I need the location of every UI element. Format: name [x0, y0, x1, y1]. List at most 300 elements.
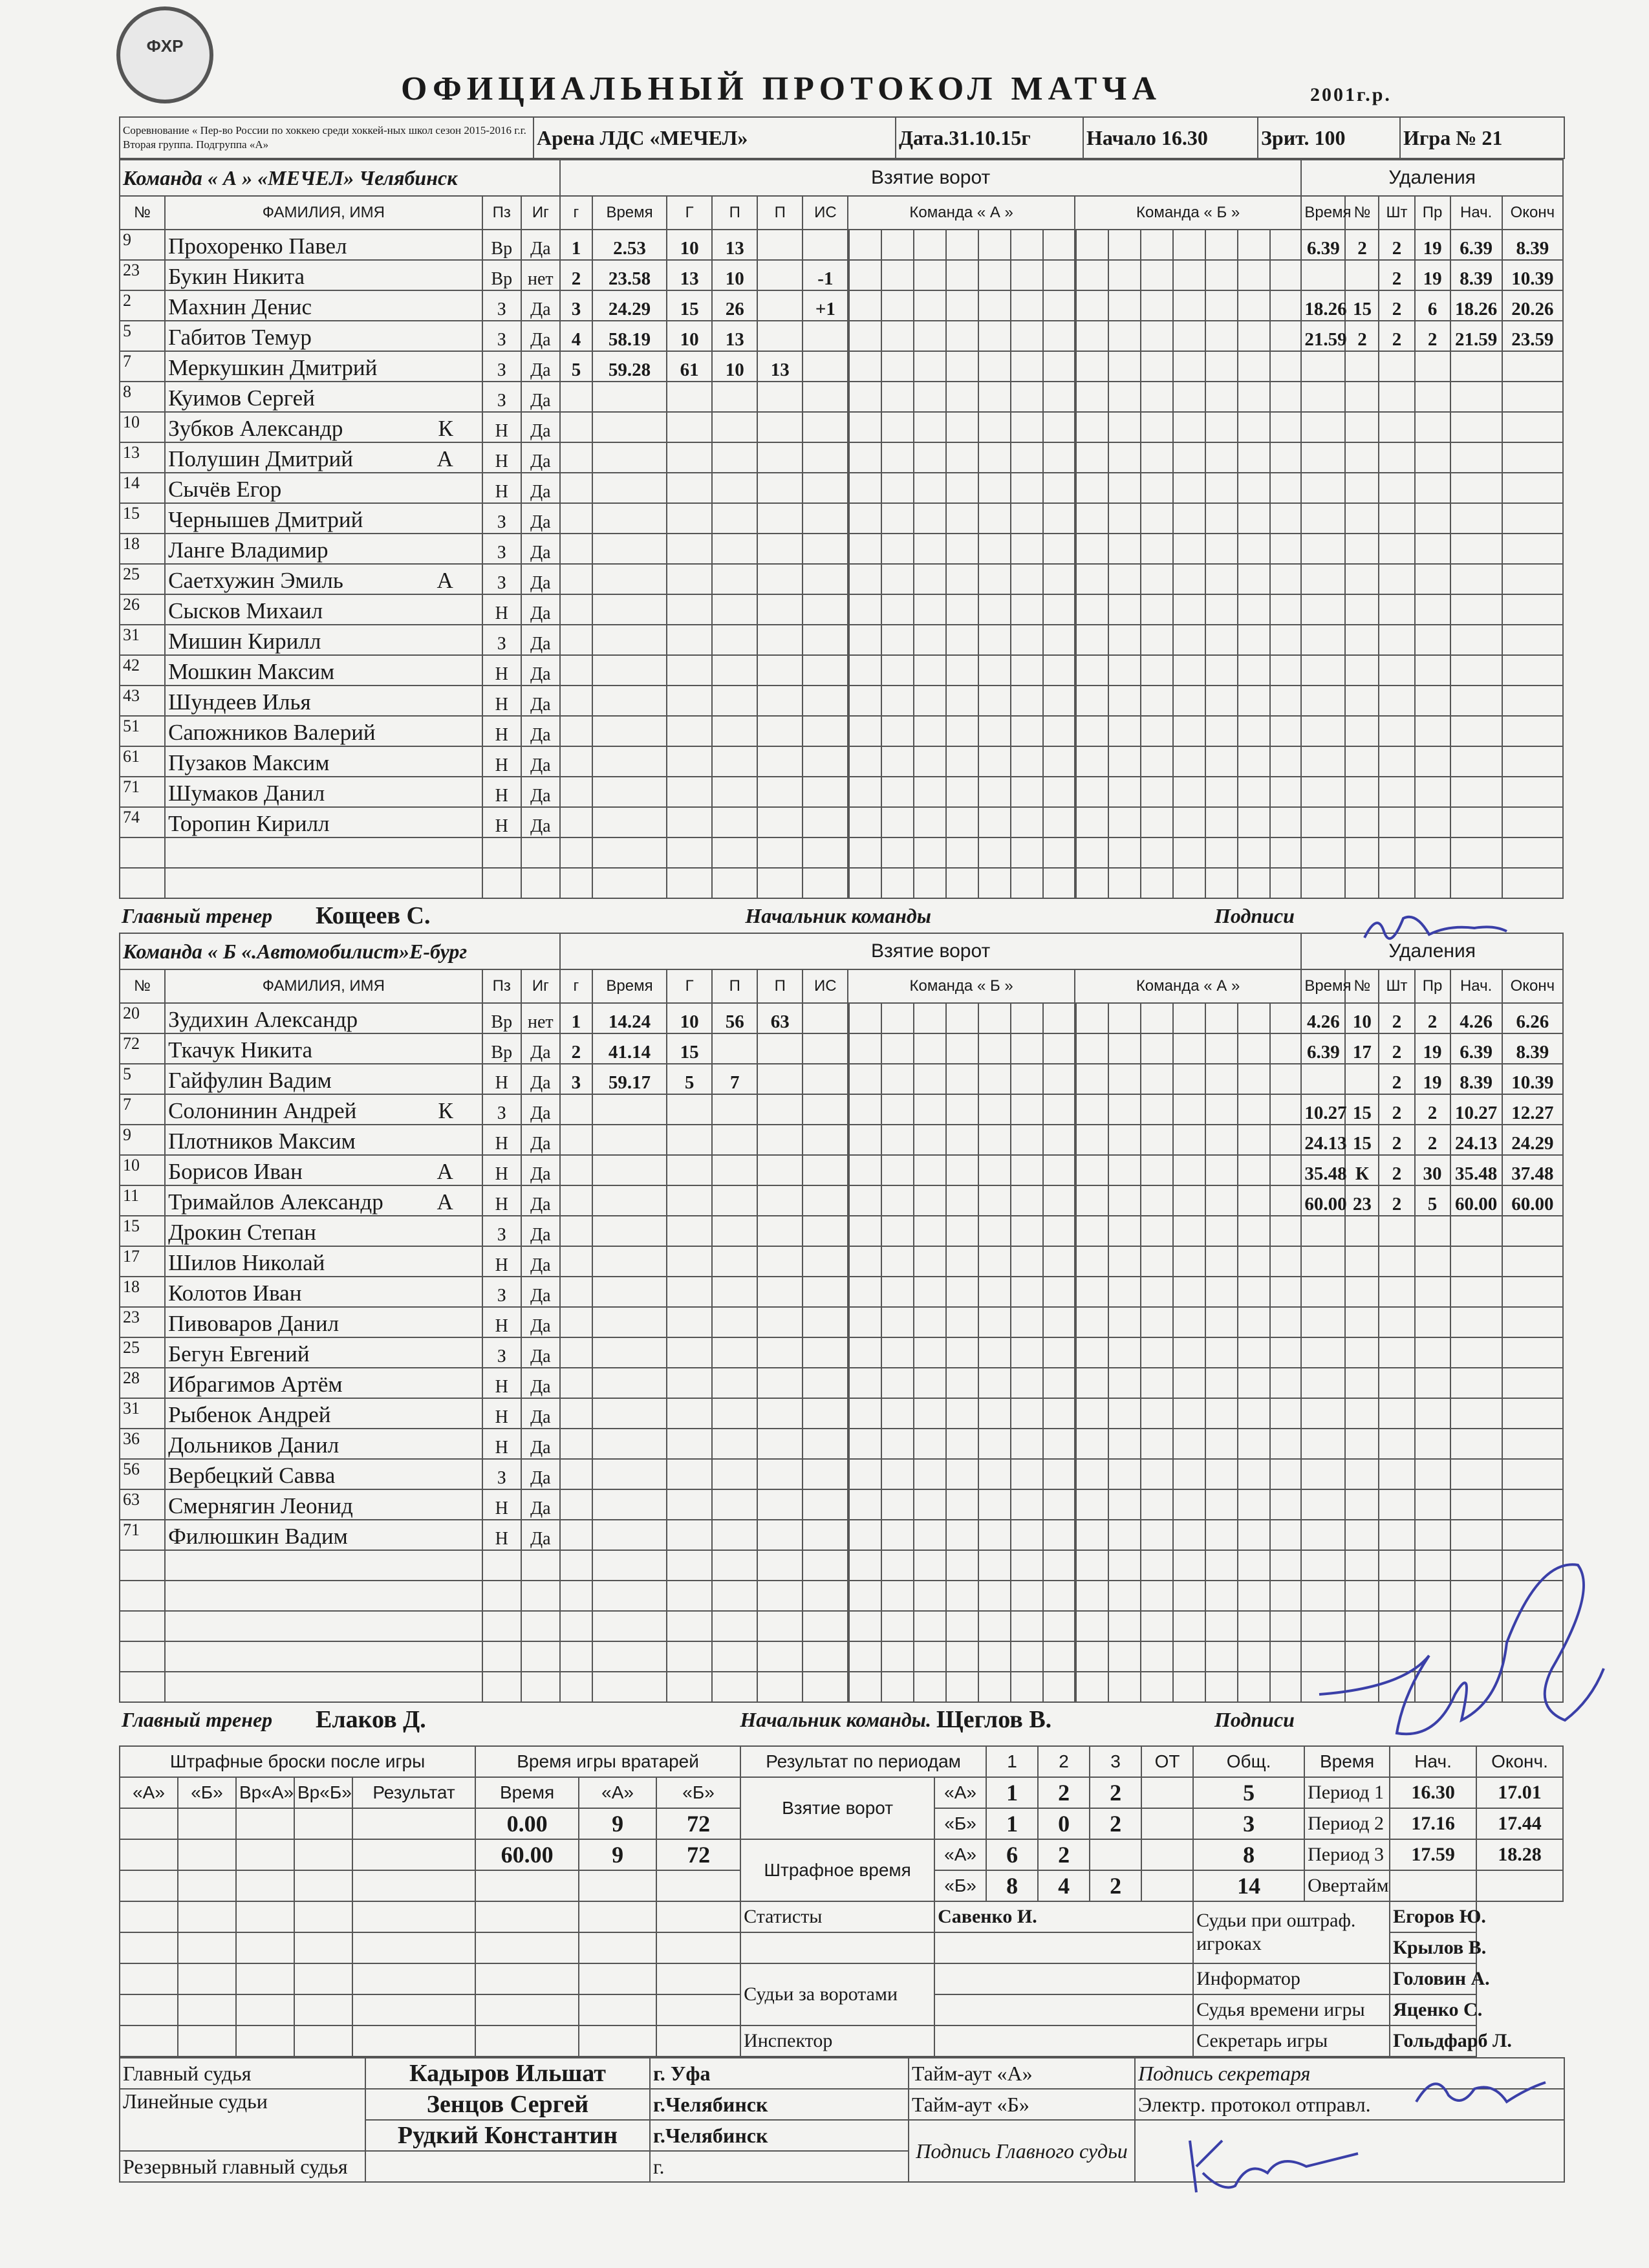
goal-G [667, 1489, 712, 1520]
goals-grid-opp [1075, 1337, 1301, 1368]
goals-grid-own [848, 1550, 1074, 1581]
penalty-no [1345, 534, 1379, 564]
goal-time [592, 564, 667, 594]
goal-g [560, 564, 592, 594]
penalty-sht: 2 [1379, 1094, 1414, 1125]
player-name-text: Шилов Николай [168, 1250, 325, 1275]
player-position: З [482, 1094, 521, 1125]
goals-grid-own [848, 1185, 1074, 1216]
player-row [120, 473, 1563, 503]
goal-P1 [712, 1094, 757, 1125]
pen-b-p1: 8 [986, 1870, 1038, 1901]
goal-P1: 13 [712, 230, 757, 260]
goal-P1: 10 [712, 351, 757, 382]
goal-P2 [757, 290, 803, 321]
penalty-start [1450, 655, 1502, 686]
coach-name: Кощеев С. [316, 902, 431, 929]
fhr-logo [116, 6, 213, 103]
penalty-no [1345, 686, 1379, 716]
player-played: Да [521, 1489, 560, 1520]
goal-P2 [757, 1246, 803, 1277]
goal-G [667, 837, 712, 868]
penalty-start [1450, 594, 1502, 625]
shootout-col-a: «А» [120, 1777, 178, 1808]
player-row [120, 807, 1563, 837]
penalty-sht [1379, 807, 1414, 837]
goals-grid-opp [1075, 1185, 1301, 1216]
player-name-text: Мошкин Максим [168, 659, 335, 684]
goal-g [560, 868, 592, 898]
goal-P2 [757, 1185, 803, 1216]
penalty-end [1502, 594, 1563, 625]
player-position: З [482, 1337, 521, 1368]
period-col-3: 3 [1090, 1746, 1141, 1777]
goal-IS [803, 1307, 848, 1337]
goalie-col-time: Время [475, 1777, 579, 1808]
penalty-sht: 2 [1379, 230, 1414, 260]
player-row [120, 290, 1563, 321]
goal-P2: 13 [757, 351, 803, 382]
player-played: Да [521, 807, 560, 837]
goal-P2 [757, 686, 803, 716]
goals-grid-opp [1075, 503, 1301, 534]
captain-mark: К [438, 1098, 453, 1123]
goal-G [667, 503, 712, 534]
goal-g: 3 [560, 1064, 592, 1094]
penalty-end [1502, 1246, 1563, 1277]
penalty-no [1345, 1064, 1379, 1094]
goals-grid-opp [1075, 230, 1301, 260]
spectators: Зрит. 100 [1258, 117, 1400, 158]
goal-IS [803, 1429, 848, 1459]
goal-P1 [712, 1337, 757, 1368]
player-played: нет [521, 260, 560, 290]
col-G: Г [667, 196, 712, 230]
goals-a-p1: 1 [986, 1777, 1038, 1808]
goal-P1 [712, 1307, 757, 1337]
penalty-start [1450, 1459, 1502, 1489]
penalty-start [1450, 564, 1502, 594]
player-position: Н [482, 1185, 521, 1216]
goal-P1 [712, 807, 757, 837]
goal-G: 13 [667, 260, 712, 290]
penalty-pr: 2 [1415, 1003, 1450, 1033]
goals-grid-opp [1075, 807, 1301, 837]
penalty-time: 10.27 [1301, 1094, 1345, 1125]
pen-a-ot [1141, 1839, 1193, 1870]
goal-P2 [757, 1337, 803, 1368]
pen-a-total: 8 [1193, 1839, 1304, 1870]
player-row [120, 1277, 1563, 1307]
penalty-no [1345, 382, 1379, 412]
penalty-no [1345, 1489, 1379, 1520]
player-name [165, 1429, 482, 1459]
penalty-pr: 30 [1415, 1155, 1450, 1185]
player-played: Да [521, 1520, 560, 1550]
goal-time: 59.28 [592, 351, 667, 382]
goal-time [592, 1550, 667, 1581]
goal-P2 [757, 1459, 803, 1489]
col-g: г [560, 196, 592, 230]
player-name-text: Пузаков Максим [168, 750, 330, 775]
penalties-header: Удаления [1301, 160, 1563, 196]
player-number: 25 [120, 564, 165, 594]
penalty-sht [1379, 1337, 1414, 1368]
goal-g [560, 1216, 592, 1246]
linesmen-label: Линейные судьи [120, 2089, 365, 2151]
col-goals-own: Команда « Б » [848, 969, 1074, 1003]
penalty-pr [1415, 594, 1450, 625]
penalty-start [1450, 1429, 1502, 1459]
player-number [120, 868, 165, 898]
penalty-sht [1379, 777, 1414, 807]
timekeeper-label: Судья времени игры [1193, 1994, 1390, 2025]
player-position: Н [482, 442, 521, 473]
penalty-end [1502, 503, 1563, 534]
goal-IS [803, 564, 848, 594]
col-goals-opp: Команда « Б » [1075, 196, 1301, 230]
goal-G [667, 1125, 712, 1155]
player-number: 7 [120, 351, 165, 382]
goal-judges-label: Судьи за воротами [740, 1963, 934, 2025]
goal-g [560, 1429, 592, 1459]
goal-time [592, 777, 667, 807]
goals-grid-opp [1075, 1641, 1301, 1672]
penalty-no [1345, 503, 1379, 534]
penalty-start [1450, 716, 1502, 746]
goals-grid-opp [1075, 351, 1301, 382]
goal-time [592, 534, 667, 564]
goalie-title: Время игры вратарей [475, 1746, 740, 1777]
time-col-end: Оконч. [1476, 1746, 1563, 1777]
penalty-time [1301, 868, 1345, 898]
goals-grid-opp [1075, 1033, 1301, 1064]
col-pen_time: Время [1301, 196, 1345, 230]
penalty-end [1502, 1489, 1563, 1520]
goal-P2 [757, 473, 803, 503]
goal-time [592, 746, 667, 777]
penalty-start [1450, 442, 1502, 473]
penalty-pr [1415, 1277, 1450, 1307]
col-pen_time: Время [1301, 969, 1345, 1003]
pen-b-ot [1141, 1870, 1193, 1901]
goals-grid-opp [1075, 1064, 1301, 1094]
goal-P1 [712, 1429, 757, 1459]
penalty-time [1301, 625, 1345, 655]
goals-grid-opp [1075, 1398, 1301, 1429]
goals-grid-own [848, 1611, 1074, 1641]
goal-time [592, 412, 667, 442]
penalty-no [1345, 625, 1379, 655]
player-position: З [482, 1459, 521, 1489]
player-name [165, 625, 482, 655]
penalty-time [1301, 260, 1345, 290]
goal-IS [803, 837, 848, 868]
pen-b-p3: 2 [1090, 1870, 1141, 1901]
player-number: 72 [120, 1033, 165, 1064]
penalty-end [1502, 1277, 1563, 1307]
goal-G [667, 716, 712, 746]
goal-IS [803, 1489, 848, 1520]
penalty-sht: 2 [1379, 1125, 1414, 1155]
goal-G: 5 [667, 1064, 712, 1094]
player-position [482, 868, 521, 898]
penalty-end: 24.29 [1502, 1125, 1563, 1155]
penalty-time: 18.26 [1301, 290, 1345, 321]
player-name [165, 716, 482, 746]
player-number: 20 [120, 1003, 165, 1033]
goal-P2 [757, 716, 803, 746]
penalty-no: 2 [1345, 321, 1379, 351]
player-played [521, 868, 560, 898]
player-played: Да [521, 594, 560, 625]
player-number [120, 1641, 165, 1672]
player-number: 43 [120, 686, 165, 716]
penalty-sht [1379, 1277, 1414, 1307]
secretary: Гольдфарб Л. [1390, 2025, 1476, 2057]
player-row [120, 1033, 1563, 1064]
pen-a-p2: 2 [1038, 1839, 1090, 1870]
penalty-sht: 2 [1379, 1033, 1414, 1064]
penalty-sht [1379, 442, 1414, 473]
penalty-start [1450, 1307, 1502, 1337]
goals-grid-opp [1075, 1368, 1301, 1398]
period-1-start: 16.30 [1390, 1777, 1476, 1808]
coach-label: Главный тренер [122, 903, 273, 927]
goals-grid-own [848, 321, 1074, 351]
player-number: 15 [120, 503, 165, 534]
penalty-time [1301, 1337, 1345, 1368]
goal-G [667, 1216, 712, 1246]
penalty-pr [1415, 746, 1450, 777]
goal-time [592, 655, 667, 686]
player-number: 36 [120, 1429, 165, 1459]
player-name-text: Плотников Максим [168, 1129, 356, 1154]
penalty-time: 60.00 [1301, 1185, 1345, 1216]
linesman-2-city: г.Челябинск [650, 2120, 909, 2151]
penalty-pr: 19 [1415, 1064, 1450, 1094]
goal-g [560, 807, 592, 837]
goal-g [560, 1520, 592, 1550]
goal-G [667, 1185, 712, 1216]
goal-time [592, 1246, 667, 1277]
player-row [120, 1307, 1563, 1337]
penalty-no [1345, 868, 1379, 898]
goal-G [667, 1581, 712, 1611]
goal-P2 [757, 503, 803, 534]
penalty-no: К [1345, 1155, 1379, 1185]
col-time: Время [592, 969, 667, 1003]
player-row [120, 777, 1563, 807]
player-position: З [482, 534, 521, 564]
goal-P2 [757, 1307, 803, 1337]
goals-grid-own [848, 260, 1074, 290]
player-name [165, 1033, 482, 1064]
penalty-end [1502, 473, 1563, 503]
goals-grid-own [848, 1033, 1074, 1064]
goal-g [560, 412, 592, 442]
competition: Соревнование « Пер-во России по хоккею среди хоккей-ных школ сезон 2015-2016 г.г. Вторая группа. Подгруппа «А» [120, 117, 534, 158]
goal-P1 [712, 1641, 757, 1672]
goal-IS [803, 1581, 848, 1611]
penalty-start [1450, 777, 1502, 807]
goals-grid-own [848, 655, 1074, 686]
goal-time [592, 625, 667, 655]
signature-team-b [1306, 1539, 1617, 1753]
goal-IS [803, 1246, 848, 1277]
goal-P2 [757, 1155, 803, 1185]
goal-time [592, 382, 667, 412]
goal-P2 [757, 868, 803, 898]
penalty-pr [1415, 1216, 1450, 1246]
penalty-sht [1379, 746, 1414, 777]
goal-G [667, 807, 712, 837]
penalty-time [1301, 1216, 1345, 1246]
goal-time [592, 1581, 667, 1611]
goal-g: 2 [560, 1033, 592, 1064]
player-position: Н [482, 1489, 521, 1520]
period-2-label: Период 2 [1304, 1808, 1390, 1839]
penalty-sht: 2 [1379, 321, 1414, 351]
player-row [120, 837, 1563, 868]
goals-a-p3: 2 [1090, 1777, 1141, 1808]
goal-g [560, 1337, 592, 1368]
player-row [120, 260, 1563, 290]
player-name [165, 534, 482, 564]
player-number: 15 [120, 1216, 165, 1246]
pen-b-p2: 4 [1038, 1870, 1090, 1901]
penalty-pr [1415, 1429, 1450, 1459]
player-row [120, 1155, 1563, 1185]
penalty-end [1502, 351, 1563, 382]
goal-P1 [712, 625, 757, 655]
main-ref-city: г. Уфа [650, 2058, 909, 2089]
penalty-sht [1379, 1368, 1414, 1398]
goal-time [592, 1520, 667, 1550]
player-number: 56 [120, 1459, 165, 1489]
player-row [120, 625, 1563, 655]
goal-P1 [712, 412, 757, 442]
goal-IS [803, 382, 848, 412]
goals-grid-opp [1075, 1094, 1301, 1125]
penalty-end [1502, 807, 1563, 837]
penalty-time [1301, 1064, 1345, 1094]
penalty-pr [1415, 412, 1450, 442]
period-col-total: Общ. [1193, 1746, 1304, 1777]
penalty-sht [1379, 686, 1414, 716]
timeout-a: Тайм-аут «А» [909, 2058, 1135, 2089]
goal-IS [803, 321, 848, 351]
penalty-sht [1379, 1459, 1414, 1489]
penalty-start [1450, 1246, 1502, 1277]
penalty-no: 15 [1345, 290, 1379, 321]
goal-IS [803, 1064, 848, 1094]
player-number [120, 1550, 165, 1581]
col-pen_pr: Пр [1415, 196, 1450, 230]
penalty-start: 18.26 [1450, 290, 1502, 321]
goal-G [667, 564, 712, 594]
page-title: ОФИЦИАЛЬНЫЙ ПРОТОКОЛ МАТЧА [401, 70, 1161, 107]
goal-g [560, 594, 592, 625]
penalty-pr [1415, 1489, 1450, 1520]
player-row [120, 1094, 1563, 1125]
player-name [165, 1520, 482, 1550]
player-position: Н [482, 777, 521, 807]
player-name [165, 777, 482, 807]
goal-time [592, 1429, 667, 1459]
reserve-ref-city: г. [650, 2151, 909, 2182]
main-ref-label: Главный судья [120, 2058, 365, 2089]
player-played: Да [521, 1459, 560, 1489]
player-name-text: Смернягин Леонид [168, 1493, 353, 1518]
player-position: Н [482, 473, 521, 503]
player-position: З [482, 1277, 521, 1307]
goal-g [560, 1641, 592, 1672]
player-position [482, 1611, 521, 1641]
penalty-time [1301, 777, 1345, 807]
penalty-no [1345, 412, 1379, 442]
player-name [165, 1489, 482, 1520]
player-name-text: Торопин Кирилл [168, 811, 330, 836]
penalty-sht: 2 [1379, 1064, 1414, 1094]
penalty-sht [1379, 412, 1414, 442]
player-name-text: Шундеев Илья [168, 689, 311, 715]
penalty-sht: 2 [1379, 1003, 1414, 1033]
penalty-end [1502, 1459, 1563, 1489]
penalty-start: 24.13 [1450, 1125, 1502, 1155]
penalty-sht [1379, 716, 1414, 746]
player-played: Да [521, 1277, 560, 1307]
player-number: 10 [120, 1155, 165, 1185]
player-row [120, 1368, 1563, 1398]
goal-P2 [757, 564, 803, 594]
goals-grid-opp [1075, 1246, 1301, 1277]
pen-b-tag: «Б» [934, 1870, 986, 1901]
player-position: Н [482, 655, 521, 686]
player-number: 5 [120, 321, 165, 351]
penalty-no [1345, 1459, 1379, 1489]
penalty-pr: 5 [1415, 1185, 1450, 1216]
player-name-text: Вербецкий Савва [168, 1463, 336, 1488]
goals-grid-opp [1075, 1550, 1301, 1581]
player-row [120, 1398, 1563, 1429]
penalty-no [1345, 351, 1379, 382]
goal-P2 [757, 1033, 803, 1064]
goal-P1 [712, 382, 757, 412]
goals-grid-opp [1075, 594, 1301, 625]
player-played: Да [521, 1216, 560, 1246]
player-played: Да [521, 655, 560, 686]
player-played [521, 1641, 560, 1672]
goals-a-p2: 2 [1038, 1777, 1090, 1808]
goals-a-ot [1141, 1777, 1193, 1808]
captain-mark: А [436, 568, 453, 593]
col-pos: Пз [482, 196, 521, 230]
player-name [165, 412, 482, 442]
col-g: г [560, 969, 592, 1003]
penalty-sht [1379, 837, 1414, 868]
player-row [120, 1125, 1563, 1155]
goal-G [667, 1368, 712, 1398]
penalty-pr [1415, 1398, 1450, 1429]
signature-team-a [1358, 905, 1513, 957]
overtime-label: Овертайм [1304, 1870, 1390, 1901]
goal-G [667, 746, 712, 777]
penalty-pr [1415, 1459, 1450, 1489]
shootout-col-result: Результат [352, 1777, 475, 1808]
player-name-text: Гайфулин Вадим [168, 1068, 332, 1093]
penalty-sht [1379, 1216, 1414, 1246]
